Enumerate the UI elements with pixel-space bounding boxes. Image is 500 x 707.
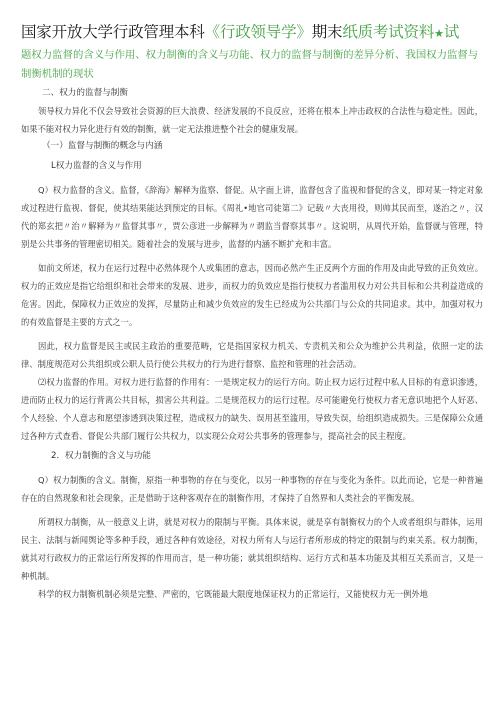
star-icon: ★ — [434, 27, 444, 40]
paragraph-power-effects: 如前文所述，权力在运行过程中必然体现个人或集团的意志，因而必然产生正反两个方面的作用及由此导致的正负效应。权力的正效应是指它给组织和社会带来的发展、进步，而权力的负效应是指行使权力者滥用权力对公共目标和公共利益造成的危害。因此，保障权力正效应的发挥，尽量防止和减少负效应的发生已经成为公共部门与公众的共同追求。其中，加强对权力的有效监督是主要的方式之一。 — [21, 263, 483, 327]
document-subtitle: 题权力监督的含义与作用、权力制衡的含义与功能、权力的监督与制衡的差异分析、我国权力监督与制衡机制的现状 — [21, 49, 479, 80]
title-part-term: 期末 — [311, 23, 343, 41]
section-heading: 二、权力的监督与制衡 — [42, 88, 128, 98]
paragraph-balance-definition: 所谓权力制衡，从一般意义上讲，就是对权力的限制与平衡。具体来说，就是享有制衡权力的个人或者组织与群体，运用民主、法制与新闻舆论等多种手段，通过各种有效途径，对权力所有人与运行者所形成的特定的限制与约束关系。权力制衡，就其对行政权力的正常运行所发挥的作用而言，是一种功能；就其组织结构、运行方式和基本功能及其相互关系而言，又是一种机制。 — [21, 517, 483, 581]
document-title — [21, 22, 483, 44]
paragraph-supervision-definition: 因此，权力监督是民主或民主政治的重要范畴，它是指国家权力机关、专责机关和公众为维护公共利益，依照一定的法律、制度规范对公共组织或公职人员行使公共权力的行为进行督察、监控和管理的社会活动。 — [21, 341, 483, 369]
paragraph-supervision-meaning: Q）权力监督的含义。监督，《辞海》解释为监察、督促。从字面上讲，监督包含了监视和督促的含义，即对某一特定对象或过程进行监视、督促，使其结果能达到预定的目标。《周礼•地官司徒第二》记载〃大丧用役，则帅其民而至，遂治之〃，汉代的郑玄把〃治〃解释为〃监督其事〃，贾公彦进一步解释为〃谓监当督察其事〃。这说明，从周代开始，监督就与管理，特别是公共事务的管理密切相关。随着社会的发展与进步，监督的内涵不断扩充和丰富。 — [21, 185, 483, 249]
title-part-material: 纸质考试资料 — [342, 23, 435, 41]
intro-paragraph: 领导权力异化不仅会导致社会资源的巨大浪费、经济发展的不良反应，还将在根本上冲击政权的合法性与稳定性。因此，如果不能对权力异化进行有效的制衡，就一定无法推进整个社会的健康发展。 — [21, 106, 483, 134]
title-part-school: 国家开放大学行政管理本科 — [21, 23, 205, 41]
item-2-heading: 2．权力制衡的含义与功能 — [51, 451, 151, 461]
paragraph-balance-meaning: Q）权力制衡的含义。制衡，原指一种事物的存在与变化，以另一种事物的存在与变化为条件。以此而论，它是一种普遍存在的自然现象和社会现象，正是借助于这种客观存在的制衡作用，才保持了自然界和人类社会的平衡发展。 — [21, 475, 483, 503]
title-part-exam: 试 — [443, 23, 460, 41]
paragraph-supervision-role: ⑵权力监督的作用。对权力进行监督的作用有：一是规定权力的运行方向。防止权力运行过程中私人目标的有意识渗透，进而防止权力的运行背离公共目标，损害公共利益。二是规范权力的运行过程。尽可能避免行使权力者无意识地把个人好恶、个人经验、个人意志和愿望渗透到决策过程，造成权力的缺失、误用甚至滥用，导致失误，给组织造成损失。三是保障公众通过各种方式查看、督促公共部门履行公共权力，以实现公众对公共事务的管理参与，提高社会的民主程度。 — [21, 377, 483, 441]
subsection-heading: （一）监督与制衡的概念与内涵 — [42, 141, 163, 151]
item-1-heading: L权力监督的含义与作用 — [51, 161, 142, 171]
paragraph-balance-mechanism: 科学的权力制衡机制必须是完整、严密的，它既能最大限度地保证权力的正常运行，又能使权力无一例外地 — [38, 589, 428, 599]
title-part-course: 《行政领导学》 — [204, 23, 312, 41]
